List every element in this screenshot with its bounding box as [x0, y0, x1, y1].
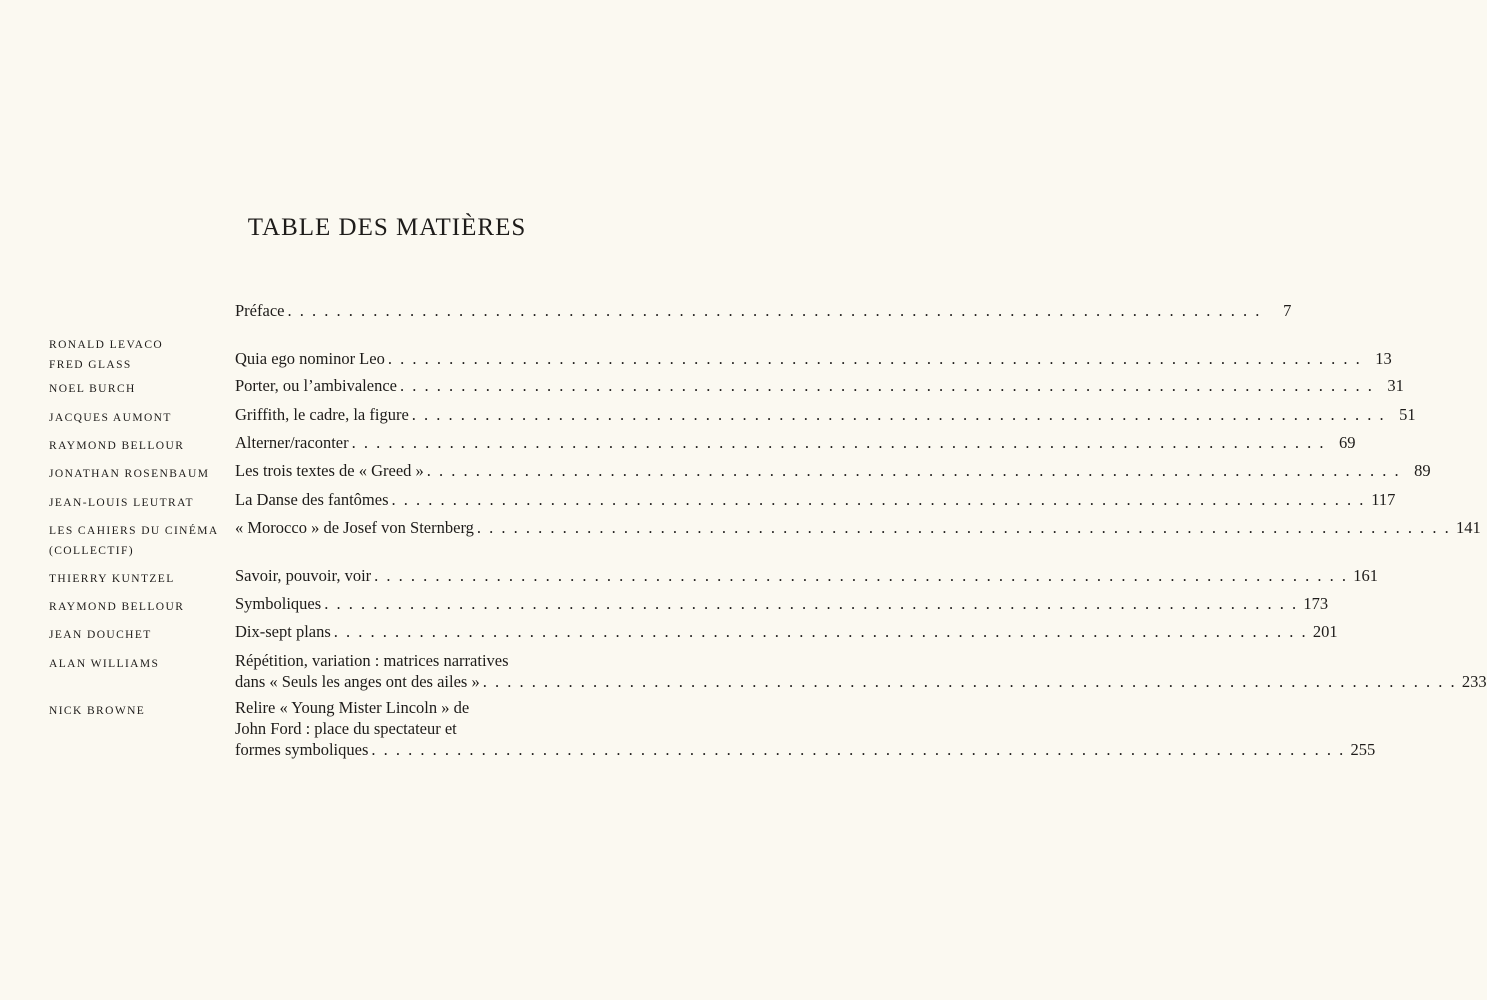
- toc-leader-dots: . . . . . . . . . . . . . . . . . . . . . . . . . . . . . . . . . . . . . . . . . . . . . . . . . . . . . . . . . . . . . . . . . . . . . . . . . . . . . . . .: [333, 622, 1308, 641]
- toc-title: Symboliques: [235, 594, 322, 613]
- toc-title-line: [235, 460, 1431, 481]
- toc-title: Relire « Young Mister Lincoln » de: [235, 698, 470, 717]
- toc-title: John Ford : place du spectateur et: [235, 719, 457, 738]
- toc-author: RAYMOND BELLOUR: [49, 601, 185, 613]
- toc-title: dans « Seuls les anges ont des ailes »: [235, 672, 480, 691]
- toc-page-number: 255: [1350, 740, 1376, 759]
- toc-title-line: [235, 300, 1292, 321]
- toc-title-line: [235, 348, 1392, 369]
- toc-title: « Morocco » de Josef von Sternberg: [235, 518, 474, 537]
- toc-title-line: [235, 404, 1416, 425]
- toc-page-number: 89: [1414, 461, 1431, 480]
- toc-title: Quia ego nominor Leo: [235, 349, 385, 368]
- toc-author: NOEL BURCH: [49, 383, 136, 395]
- toc-page-number: 69: [1338, 433, 1356, 452]
- toc-page-number: 7: [1283, 301, 1292, 320]
- toc-leader-dots: . . . . . . . . . . . . . . . . . . . . . . . . . . . . . . . . . . . . . . . . . . . . . . . . . . . . . . . . . . . . . . . . . . . . . . . . . . . . . . . .: [351, 433, 1326, 452]
- toc-leader-dots: . . . . . . . . . . . . . . . . . . . . . . . . . . . . . . . . . . . . . . . . . . . . . . . . . . . . . . . . . . . . . . . . . . . . . . . . . . . . . . . .: [411, 405, 1386, 424]
- toc-page-number: 31: [1387, 376, 1404, 395]
- toc-title-line: [235, 739, 1376, 760]
- toc-leader-dots: . . . . . . . . . . . . . . . . . . . . . . . . . . . . . . . . . . . . . . . . . . . . . . . . . . . . . . . . . . . . . . . . . . . . . . . . . . . . . . . .: [324, 594, 1299, 613]
- toc-title-line: [235, 671, 1487, 692]
- toc-page-number: 141: [1456, 518, 1481, 537]
- toc-title-line: [235, 565, 1379, 586]
- toc-page-number: 13: [1375, 349, 1392, 368]
- toc-title: Alterner/raconter: [235, 433, 349, 452]
- toc-title-line: [235, 432, 1356, 453]
- toc-page-number: 117: [1371, 490, 1396, 509]
- toc-title-line: [235, 375, 1404, 396]
- toc-author: NICK BROWNE: [49, 705, 146, 717]
- toc-author: THIERRY KUNTZEL: [49, 573, 175, 585]
- toc-leader-dots: . . . . . . . . . . . . . . . . . . . . . . . . . . . . . . . . . . . . . . . . . . . . . . . . . . . . . . . . . . . . . . . . . . . . . . . . . . . . . . . .: [476, 518, 1451, 537]
- toc-page-number: 233: [1461, 672, 1487, 691]
- toc-author: JEAN DOUCHET: [49, 629, 152, 641]
- toc-page-number: 173: [1303, 594, 1329, 613]
- toc-title: formes symboliques: [235, 740, 369, 759]
- toc-page-number: 51: [1399, 405, 1416, 424]
- toc-title: La Danse des fantômes: [235, 490, 389, 509]
- toc-leader-dots: . . . . . . . . . . . . . . . . . . . . . . . . . . . . . . . . . . . . . . . . . . . . . . . . . . . . . . . . . . . . . . . . . . . . . . . . . . . . . . . .: [400, 376, 1374, 395]
- toc-title: Porter, ou l’ambivalence: [235, 376, 397, 395]
- toc-title-line: [235, 489, 1396, 510]
- toc-leader-dots: . . . . . . . . . . . . . . . . . . . . . . . . . . . . . . . . . . . . . . . . . . . . . . . . . . . . . . . . . . . . . . . . . . . . . . . . . . . . . . . .: [426, 461, 1401, 480]
- toc-title-line: [235, 621, 1338, 642]
- toc-page-number: 201: [1312, 622, 1338, 641]
- toc-title: Répétition, variation : matrices narratives: [235, 651, 509, 670]
- toc-author: ALAN WILLIAMS: [49, 658, 160, 670]
- toc-leader-dots: . . . . . . . . . . . . . . . . . . . . . . . . . . . . . . . . . . . . . . . . . . . . . . . . . . . . . . . . . . . . . . . . . . . . . . . . . . . . . . . .: [482, 672, 1457, 691]
- toc-title: Griffith, le cadre, la figure: [235, 405, 409, 424]
- toc-title-line: [235, 517, 1481, 538]
- toc-title-line: [235, 718, 582, 739]
- toc-title: Dix-sept plans: [235, 622, 331, 641]
- toc-title: Préface: [235, 301, 285, 320]
- toc-leader-dots: . . . . . . . . . . . . . . . . . . . . . . . . . . . . . . . . . . . . . . . . . . . . . . . . . . . . . . . . . . . . . . . . . . . . . . . . . . . . . . . .: [387, 349, 1362, 368]
- toc-title-line: [235, 650, 582, 671]
- toc-author: JACQUES AUMONT: [49, 412, 172, 424]
- toc-author: LES CAHIERS DU CINÉMA (COLLECTIF): [49, 525, 219, 557]
- toc-title: Les trois textes de « Greed »: [235, 461, 424, 480]
- toc-page-number: 161: [1353, 566, 1379, 585]
- toc-leader-dots: . . . . . . . . . . . . . . . . . . . . . . . . . . . . . . . . . . . . . . . . . . . . . . . . . . . . . . . . . . . . . . . . . . . . . . . . . . . . . . . .: [287, 301, 1262, 320]
- page-title: TABLE DES MATIÈRES: [247, 214, 527, 241]
- toc-author: JONATHAN ROSENBAUM: [49, 468, 210, 480]
- toc-leader-dots: . . . . . . . . . . . . . . . . . . . . . . . . . . . . . . . . . . . . . . . . . . . . . . . . . . . . . . . . . . . . . . . . . . . . . . . . . . . . . . . .: [374, 566, 1349, 585]
- toc-title-line: [235, 697, 582, 718]
- toc-title: Savoir, pouvoir, voir: [235, 566, 372, 585]
- toc-leader-dots: . . . . . . . . . . . . . . . . . . . . . . . . . . . . . . . . . . . . . . . . . . . . . . . . . . . . . . . . . . . . . . . . . . . . . . . . . . . . . . . .: [391, 490, 1366, 509]
- toc-title-line: [235, 593, 1329, 614]
- toc-author: JEAN-LOUIS LEUTRAT: [49, 497, 194, 509]
- toc-author: RONALD LEVACO FRED GLASS: [49, 339, 164, 371]
- toc-author: RAYMOND BELLOUR: [49, 440, 185, 452]
- toc-leader-dots: . . . . . . . . . . . . . . . . . . . . . . . . . . . . . . . . . . . . . . . . . . . . . . . . . . . . . . . . . . . . . . . . . . . . . . . . . . . . . . . .: [371, 740, 1346, 759]
